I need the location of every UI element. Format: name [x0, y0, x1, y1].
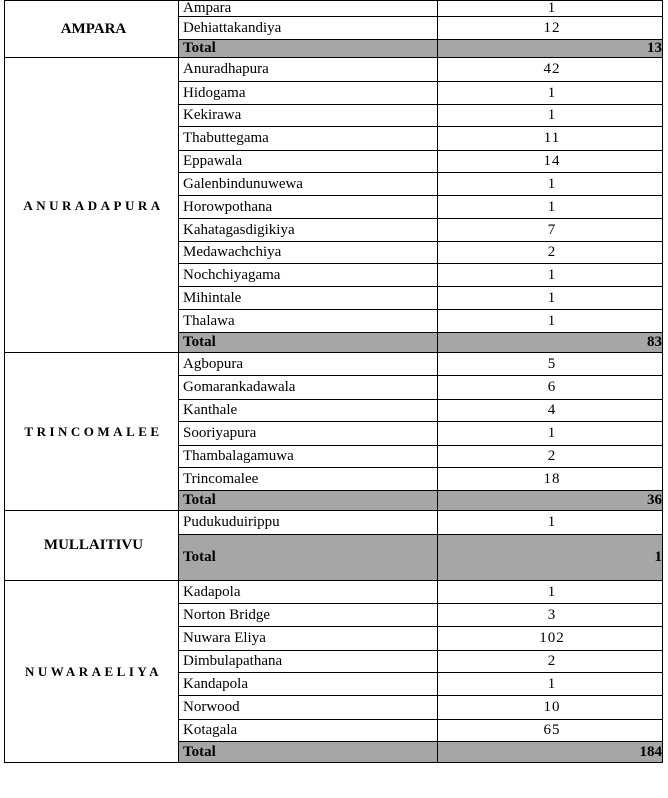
town-count: 2 — [438, 242, 663, 264]
town-name: Thalawa — [179, 310, 438, 333]
town-name: Medawachchiya — [179, 242, 438, 264]
town-name: Dehiattakandiya — [179, 17, 438, 40]
town-name: Hidogama — [179, 82, 438, 105]
total-label: Total — [179, 535, 438, 581]
town-name: Mihintale — [179, 287, 438, 310]
town-count: 2 — [438, 651, 663, 673]
town-count: 1 — [438, 310, 663, 333]
total-value: 1 — [438, 535, 663, 581]
district-name: MULLAITIVU — [5, 511, 179, 581]
town-count: 18 — [438, 468, 663, 491]
town-name: Thabuttegama — [179, 127, 438, 151]
town-count: 14 — [438, 151, 663, 173]
town-count: 1 — [438, 511, 663, 535]
town-name: Kandapola — [179, 673, 438, 696]
town-count: 6 — [438, 376, 663, 400]
district-town-table — [4, 0, 663, 763]
town-count: 1 — [438, 264, 663, 287]
district-name: NUWARAELIYA — [5, 581, 179, 763]
town-name: Anuradhapura — [179, 58, 438, 82]
town-name: Norton Bridge — [179, 604, 438, 627]
town-count: 1 — [438, 422, 663, 446]
town-count: 3 — [438, 604, 663, 627]
town-name: Sooriyapura — [179, 422, 438, 446]
total-label: Total — [179, 742, 438, 763]
town-count: 102 — [438, 627, 663, 651]
town-name: Agbopura — [179, 353, 438, 376]
town-count: 2 — [438, 446, 663, 468]
town-name: Dimbulapathana — [179, 651, 438, 673]
town-name: Thambalagamuwa — [179, 446, 438, 468]
town-name: Norwood — [179, 696, 438, 720]
total-value: 36 — [438, 491, 663, 511]
town-name: Ampara — [179, 1, 438, 17]
table-row — [5, 353, 663, 376]
town-count: 7 — [438, 219, 663, 242]
town-name: Kahatagasdigikiya — [179, 219, 438, 242]
town-count: 1 — [438, 581, 663, 604]
town-name: Kekirawa — [179, 105, 438, 127]
town-name: Nochchiyagama — [179, 264, 438, 287]
town-count: 1 — [438, 82, 663, 105]
town-count: 10 — [438, 696, 663, 720]
district-name: AMPARA — [5, 1, 179, 58]
town-count: 65 — [438, 720, 663, 742]
town-count: 1 — [438, 196, 663, 219]
town-count: 42 — [438, 58, 663, 82]
total-value: 13 — [438, 40, 663, 58]
total-value: 83 — [438, 333, 663, 353]
town-name: Kadapola — [179, 581, 438, 604]
table-row — [5, 511, 663, 535]
town-count: 1 — [438, 173, 663, 196]
total-label: Total — [179, 491, 438, 511]
town-name: Kanthale — [179, 400, 438, 422]
town-count: 12 — [438, 17, 663, 40]
town-count: 11 — [438, 127, 663, 151]
town-name: Kotagala — [179, 720, 438, 742]
town-count: 1 — [438, 673, 663, 696]
town-count: 4 — [438, 400, 663, 422]
town-name: Trincomalee — [179, 468, 438, 491]
town-count: 1 — [438, 105, 663, 127]
total-value: 184 — [438, 742, 663, 763]
town-name: Horowpothana — [179, 196, 438, 219]
town-name: Eppawala — [179, 151, 438, 173]
table-row — [5, 58, 663, 82]
district-name: ANURADAPURA — [5, 58, 179, 353]
town-count: 1 — [438, 287, 663, 310]
table-row — [5, 1, 663, 17]
town-name: Pudukuduirippu — [179, 511, 438, 535]
town-name: Gomarankadawala — [179, 376, 438, 400]
town-count: 1 — [438, 1, 663, 17]
table-row — [5, 581, 663, 604]
total-label: Total — [179, 333, 438, 353]
town-name: Nuwara Eliya — [179, 627, 438, 651]
town-name: Galenbindunuwewa — [179, 173, 438, 196]
total-label: Total — [179, 40, 438, 58]
district-name: TRINCOMALEE — [5, 353, 179, 511]
town-count: 5 — [438, 353, 663, 376]
